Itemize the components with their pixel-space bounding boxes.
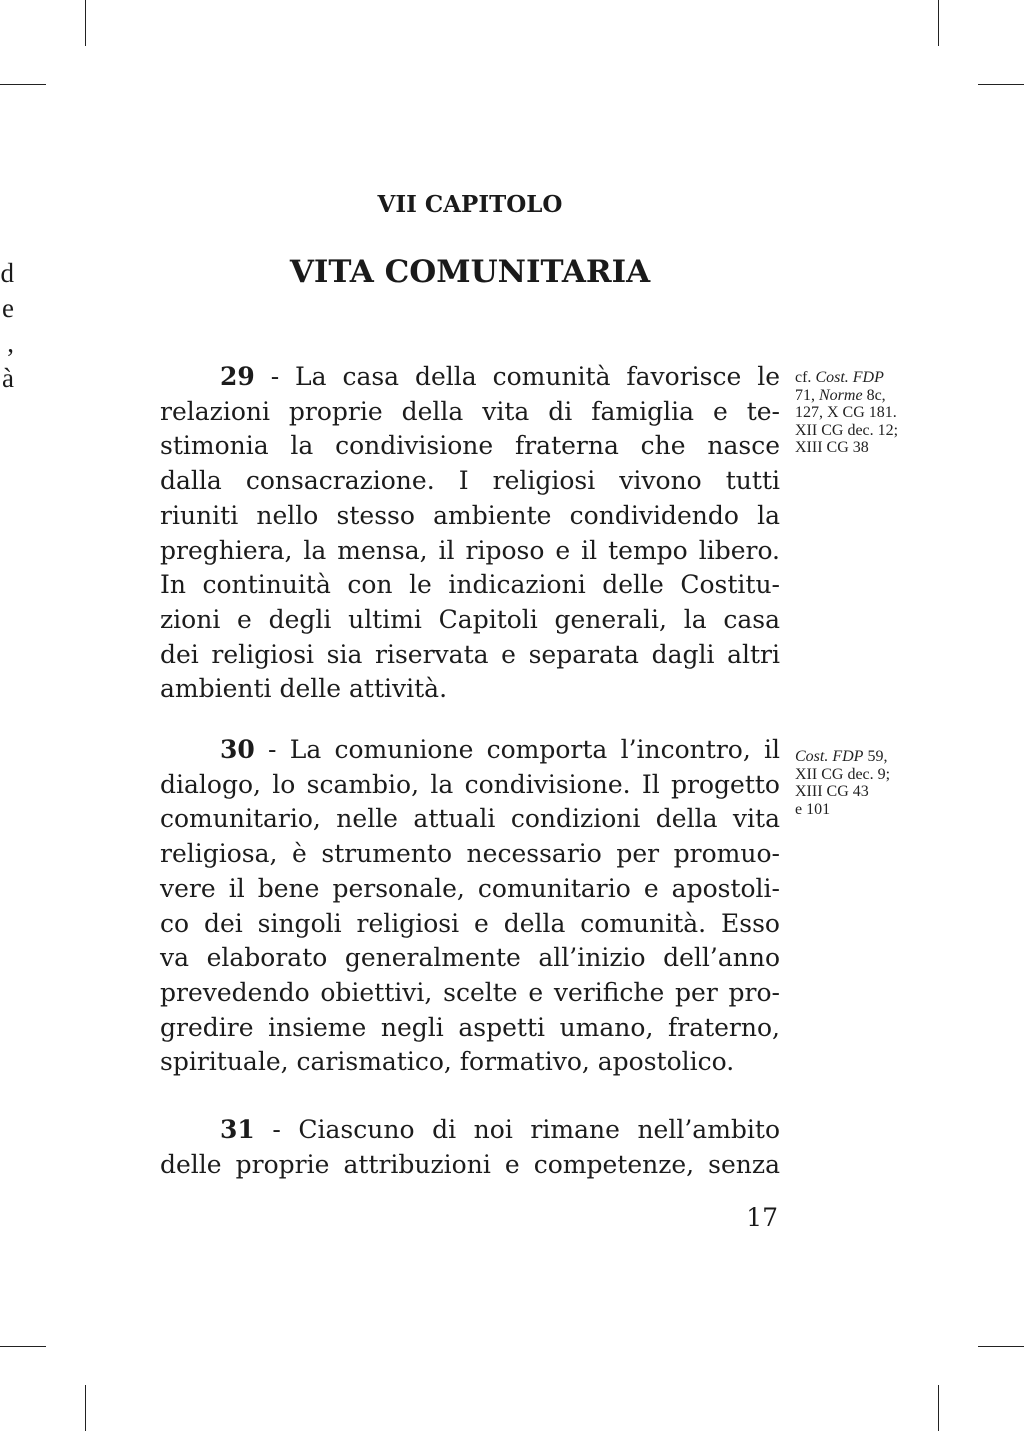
bleed-char: e [2, 293, 14, 323]
margin-note-30: Cost. FDP 59, XII CG dec. 9; XIII CG 43 e 101 [795, 748, 891, 818]
paragraph-line: religiosa, è strumento necessario per promuo- [160, 839, 780, 869]
paragraph-line: comunitario, nelle attuali condizioni della vita [160, 804, 780, 834]
paragraph-number: 29 [220, 362, 255, 391]
bleed-char: d [0, 258, 14, 288]
paragraph-line: riuniti nello stesso ambiente condividendo la [160, 500, 780, 530]
paragraph-31 [160, 1113, 780, 1182]
chapter-number: VII CAPITOLO [377, 191, 563, 218]
paragraph-line: delle proprie attribuzioni e competenze, senza [160, 1149, 780, 1179]
crop-mark [85, 1385, 86, 1431]
paragraph-line: preghiera, la mensa, il riposo e il tempo libero. [160, 535, 780, 565]
paragraph-line: dei religiosi sia riservata e separata dagli altri [160, 639, 780, 669]
paragraph-line: dialogo, lo scambio, la condivisione. Il progetto [160, 769, 780, 799]
paragraph-line: relazioni proprie della vita di famiglia e te- [160, 396, 780, 426]
paragraph-line: dalla consacrazione. I religiosi vivono tutti [160, 466, 780, 496]
paragraph-line: spirituale, carismatico, formativo, apostolico. [160, 1047, 735, 1077]
chapter-title: VITA COMUNITARIA [289, 254, 651, 290]
paragraph-line: vere il bene personale, comunitario e apostoli- [160, 873, 780, 903]
paragraph-line: 29 - La casa della comunità favorisce le [220, 362, 780, 391]
crop-mark [938, 1385, 939, 1431]
paragraph-line: In continuità con le indicazioni delle Costitu- [160, 570, 780, 600]
bleed-char: , [7, 328, 14, 358]
paragraph-number: 30 [220, 735, 255, 764]
paragraph-line: va elaborato generalmente all’inizio dell’anno [160, 943, 780, 973]
margin-note-29: cf. Cost. FDP 71, Norme 8c, 127, X CG 181. XII CG dec. 12; XIII CG 38 [795, 369, 899, 457]
crop-mark [85, 0, 86, 46]
paragraph-line: ambienti delle attività. [160, 674, 448, 704]
crop-mark [0, 84, 46, 85]
bleed-char: à [2, 363, 14, 393]
facing-page-bleed [0, 256, 14, 396]
paragraph-line: gredire insieme negli aspetti umano, fraterno, [160, 1012, 780, 1042]
crop-mark [938, 0, 939, 46]
paragraph-number: 31 [220, 1115, 255, 1144]
paragraph-line: 31 - Ciascuno di noi rimane nell’ambito [220, 1115, 780, 1144]
paragraph-line: 30 - La comunione comporta l’incontro, il [220, 735, 780, 764]
crop-mark [0, 1346, 46, 1347]
paragraph-line: stimonia la condivisione fraterna che nasce [160, 431, 780, 461]
crop-mark [978, 1346, 1024, 1347]
paragraph-line: zioni e degli ultimi Capitoli generali, la casa [160, 604, 780, 634]
paragraph-30 [160, 733, 780, 1080]
paragraph-line: prevedendo obiettivi, scelte e verifiche per pro- [160, 977, 780, 1007]
paragraph-line: co dei singoli religiosi e della comunità. Esso [160, 908, 780, 938]
page-number: 17 [746, 1203, 778, 1232]
crop-mark [978, 84, 1024, 85]
paragraph-29 [160, 360, 780, 707]
